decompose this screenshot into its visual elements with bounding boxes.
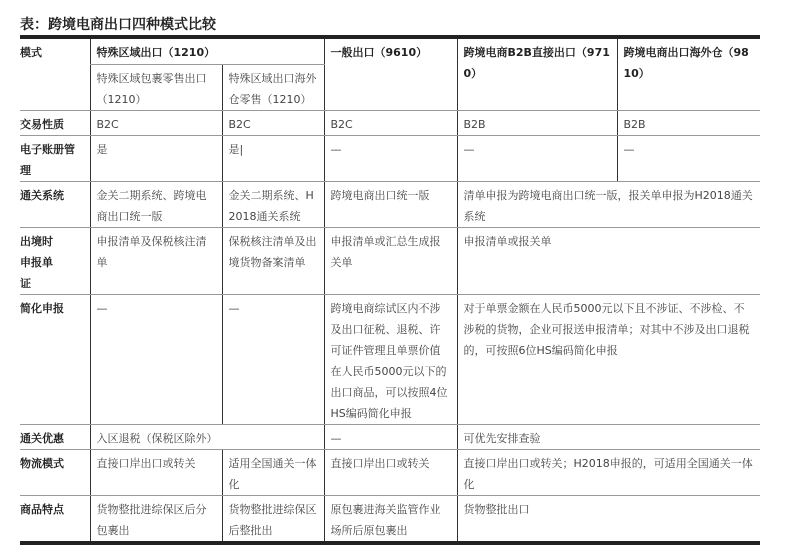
cell: 直接口岸出口或转关 bbox=[90, 449, 222, 495]
cell: B2C bbox=[222, 110, 324, 135]
row-label: 通关系统 bbox=[20, 181, 90, 227]
cell: 金关二期系统、H2018通关系统 bbox=[222, 181, 324, 227]
cell: 直接口岸出口或转关；H2018申报的，可适用全国通关一体化 bbox=[457, 449, 760, 495]
cell: 跨境电商综试区内不涉及出口征税、退税、许可证件管理且单票价值在人民币5000元以下的出口商品，可以按照4位HS编码简化申报 bbox=[324, 294, 457, 424]
table-row bbox=[20, 181, 760, 227]
header-9610: 一般出口（9610） bbox=[324, 37, 457, 110]
header-row bbox=[20, 37, 760, 64]
table-title: 表：跨境电商出口四种模式比较 bbox=[20, 17, 216, 33]
table-row bbox=[20, 135, 760, 181]
cell: B2C bbox=[324, 110, 457, 135]
table-row bbox=[20, 424, 760, 449]
row-label: 物流模式 bbox=[20, 449, 90, 495]
cell: 货物整批出口 bbox=[457, 495, 760, 543]
cell: B2C bbox=[90, 110, 222, 135]
cell: 入区退税（保税区除外） bbox=[90, 424, 324, 449]
header-1210-parcel: 特殊区域包裹零售出口（1210） bbox=[90, 64, 222, 110]
cell: 直接口岸出口或转关 bbox=[324, 449, 457, 495]
cell: 金关二期系统、跨境电商出口统一版 bbox=[90, 181, 222, 227]
table-row bbox=[20, 495, 760, 543]
row-label: 通关优惠 bbox=[20, 424, 90, 449]
header-mode: 模式 bbox=[20, 37, 90, 110]
row-label: 商品特点 bbox=[20, 502, 64, 516]
row-label: 交易性质 bbox=[20, 110, 90, 135]
cell: B2B bbox=[457, 110, 617, 135]
row-label: 出境时申报单证 bbox=[20, 227, 90, 294]
cell: 跨境电商出口统一版 bbox=[324, 181, 457, 227]
comparison-table bbox=[20, 35, 760, 545]
cell: 申报清单及保税核注清单 bbox=[90, 227, 222, 294]
cell: 是 bbox=[90, 135, 222, 181]
cell: 货物整批进综保区后分包裹出 bbox=[90, 495, 222, 543]
header-1210-overseas: 特殊区域出口海外仓零售（1210） bbox=[222, 64, 324, 110]
cell: — bbox=[90, 294, 222, 424]
row-label: 电子账册管理 bbox=[20, 135, 90, 181]
cell: 适用全国通关一体化 bbox=[222, 449, 324, 495]
cell: 可优先安排查验 bbox=[457, 424, 760, 449]
row-label: 简化申报 bbox=[20, 294, 90, 424]
cell: 是| bbox=[222, 135, 324, 181]
cell: — bbox=[457, 135, 617, 181]
table-row bbox=[20, 110, 760, 135]
cell: 申报清单或汇总生成报关单 bbox=[324, 227, 457, 294]
cell: — bbox=[324, 424, 457, 449]
table-row bbox=[20, 294, 760, 424]
table-row bbox=[20, 449, 760, 495]
cell: — bbox=[617, 135, 760, 181]
cell: 清单申报为跨境电商出口统一版，报关单申报为H2018通关系统 bbox=[457, 181, 760, 227]
header-9710: 跨境电商B2B直接出口（9710） bbox=[457, 37, 617, 110]
cell: 货物整批进综保区后整批出 bbox=[222, 495, 324, 543]
cell: 申报清单或报关单 bbox=[457, 227, 760, 294]
header-1210: 特殊区域出口（1210） bbox=[90, 37, 324, 64]
cell: 原包裹进海关监管作业场所后原包裹出 bbox=[324, 495, 457, 543]
cell: B2B bbox=[617, 110, 760, 135]
cell: — bbox=[324, 135, 457, 181]
header-9810: 跨境电商出口海外仓（9810） bbox=[617, 37, 760, 110]
cell: 对于单票金额在人民币5000元以下且不涉证、不涉检、不涉税的货物，企业可报送申报清单；对其中不涉及出口退税的，可按照6位HS编码简化申报 bbox=[457, 294, 760, 424]
cell: 保税核注清单及出境货物备案清单 bbox=[222, 227, 324, 294]
table-row bbox=[20, 227, 760, 294]
cell: — bbox=[222, 294, 324, 424]
